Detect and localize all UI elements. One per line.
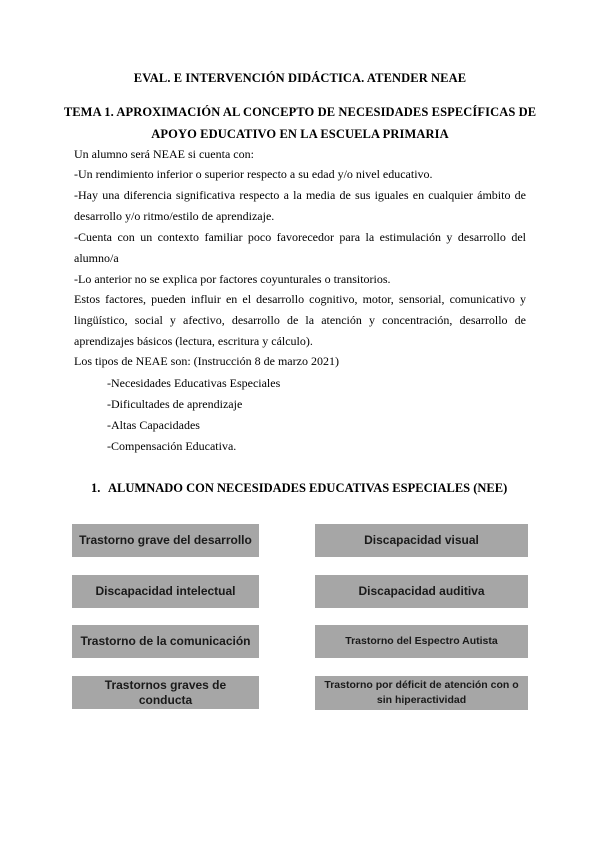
criterion-1: -Un rendimiento inferior o superior respecto a su edad y/o nivel educativo. <box>74 167 433 181</box>
box-trastornos-graves-conducta: Trastornos graves de conducta <box>72 676 259 709</box>
criterion-3: -Cuenta con un contexto familiar poco favorecedor para la estimulación y desarrollo del alumno/a <box>74 230 526 265</box>
document-title: EVAL. E INTERVENCIÓN DIDÁCTICA. ATENDER NEAE <box>133 71 467 85</box>
type-item-dificultades: -Dificultades de aprendizaje <box>107 397 243 411</box>
box-trastorno-espectro-autista: Trastorno del Espectro Autista <box>315 625 528 658</box>
intro-text: Un alumno será NEAE si cuenta con: <box>74 147 254 161</box>
criterion-2: -Hay una diferencia significativa respecto a la media de sus iguales en cualquier ámbito de desarrollo y/o ritmo/estilo de aprendizaje. <box>74 188 526 223</box>
criterion-4: -Lo anterior no se explica por factores coyunturales o transitorios. <box>74 272 391 286</box>
factors-paragraph: Estos factores, pueden influir en el desarrollo cognitivo, motor, sensorial, comunicativo y lingüístico, social y afectivo, desarrollo de la atención y concentración, desarrollo de aprendizajes básicos (lectura, escritura y cálculo). <box>74 292 526 348</box>
section-1-label: ALUMNADO CON NECESIDADES EDUCATIVAS ESPECIALES (NEE) <box>108 481 508 495</box>
box-trastorno-grave-desarrollo: Trastorno grave del desarrollo <box>72 524 259 557</box>
type-item-altas-capacidades: -Altas Capacidades <box>107 418 200 432</box>
box-tdah: Trastorno por déficit de atención con o sin hiperactividad <box>315 676 528 710</box>
box-discapacidad-auditiva: Discapacidad auditiva <box>315 575 528 608</box>
types-intro: Los tipos de NEAE son: (Instrucción 8 de marzo 2021) <box>74 354 339 368</box>
type-item-compensacion: -Compensación Educativa. <box>107 439 237 453</box>
type-item-nee: -Necesidades Educativas Especiales <box>107 376 281 390</box>
box-discapacidad-visual: Discapacidad visual <box>315 524 528 557</box>
tema-title-line-2: APOYO EDUCATIVO EN LA ESCUELA PRIMARIA <box>151 127 449 141</box>
section-1-heading <box>91 481 507 496</box>
box-trastorno-comunicacion: Trastorno de la comunicación <box>72 625 259 658</box>
section-1-number: 1. <box>91 481 101 495</box>
box-discapacidad-intelectual: Discapacidad intelectual <box>72 575 259 608</box>
tema-title-line-1: TEMA 1. APROXIMACIÓN AL CONCEPTO DE NECESIDADES ESPECÍFICAS DE <box>63 105 537 119</box>
